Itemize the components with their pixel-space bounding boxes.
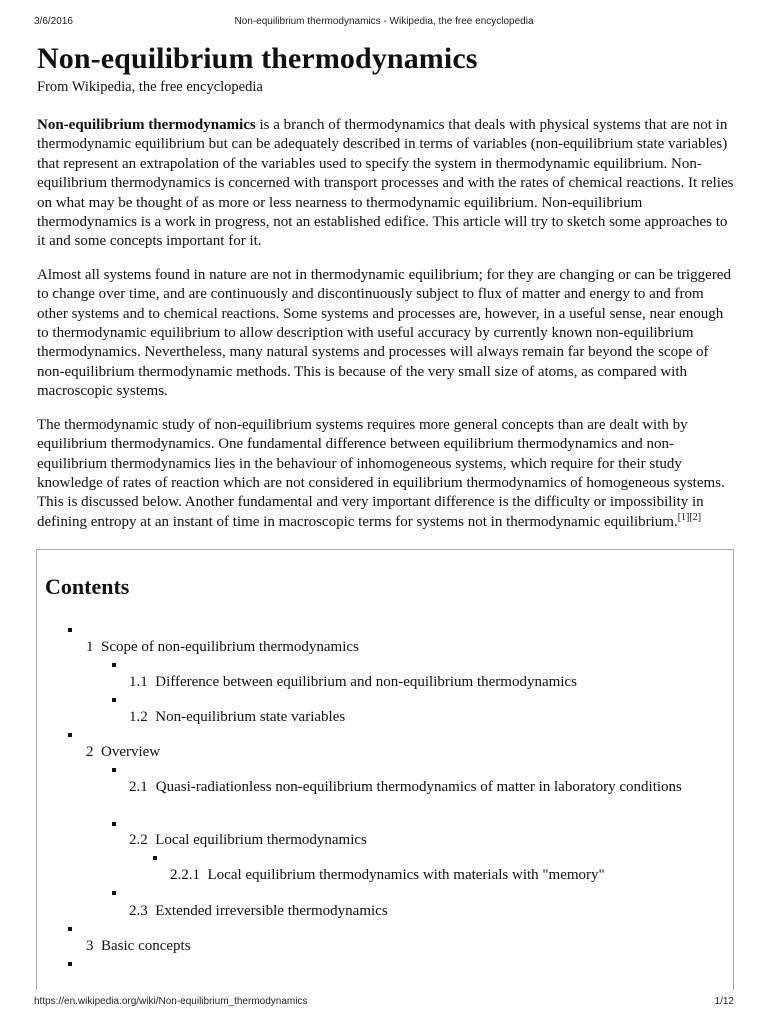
toc-item-2-2[interactable]: 2.2 Local equilibrium thermodynamics — [129, 832, 367, 848]
toc-item-1-1[interactable]: 1.1 Difference between equilibrium and non-equilibrium thermodynamics — [129, 674, 577, 690]
intro-paragraph-1 — [37, 116, 737, 252]
bullet-icon — [112, 768, 116, 772]
bullet-icon — [112, 891, 116, 895]
toc-item-1[interactable]: 1 Scope of non-equilibrium thermodynamics — [86, 639, 359, 655]
reference-links[interactable]: [1][2] — [677, 511, 702, 523]
bullet-icon — [68, 733, 72, 737]
bullet-icon — [68, 628, 72, 632]
page-subtitle: From Wikipedia, the free encyclopedia — [37, 79, 263, 95]
page-number: 1/12 — [714, 996, 734, 1007]
bullet-icon — [68, 962, 72, 966]
table-of-contents — [36, 549, 734, 990]
bullet-icon — [112, 663, 116, 667]
bullet-icon — [68, 927, 72, 931]
print-url: https://en.wikipedia.org/wiki/Non-equilibrium_thermodynamics — [34, 996, 308, 1007]
print-date: 3/6/2016 — [34, 16, 73, 27]
intro-paragraph-3 — [37, 416, 737, 532]
toc-item-2-1[interactable]: 2.1 Quasi-radiationless non-equilibrium thermodynamics of matter in laboratory conditions — [129, 779, 682, 795]
toc-item-2-2-1[interactable]: 2.2.1 Local equilibrium thermodynamics with materials with "memory" — [170, 867, 605, 883]
page-title: Non-equilibrium thermodynamics — [37, 42, 478, 75]
toc-item-2[interactable]: 2 Overview — [86, 744, 161, 760]
toc-item-3[interactable]: 3 Basic concepts — [86, 938, 191, 954]
bold-term-link[interactable]: Non-equilibrium thermodynamics — [37, 117, 256, 133]
bullet-icon — [153, 856, 157, 860]
print-page-title: Non-equilibrium thermodynamics - Wikipedia, the free encyclopedia — [234, 16, 534, 27]
paragraph-text: is a branch of thermodynamics that deals with physical systems that are not in thermodynamic equilibrium but can be adequately described in terms of variables (non-equilibrium state variables) that represent an extrapolation of the variables used to specify the system in thermodynamic equilibrium. Non-equilibrium thermodynamics is concerned with transport processes and with the rates of chemical reactions. It relies on what may be thought of as more or less nearness to thermodynamic equilibrium. Non-equilibrium thermodynamics is a work in progress, not an established edifice. This article will try to sketch some approaches to it and some concepts important for it. — [37, 117, 734, 250]
bullet-icon — [112, 698, 116, 702]
article-content — [37, 40, 737, 546]
toc-item-1-2[interactable]: 1.2 Non-equilibrium state variables — [129, 709, 346, 725]
toc-heading: Contents — [45, 574, 130, 599]
toc-item-2-3[interactable]: 2.3 Extended irreversible thermodynamics — [129, 903, 388, 919]
bullet-icon — [112, 822, 116, 826]
intro-paragraph-2: Almost all systems found in nature are not in thermodynamic equilibrium; for they are changing or can be triggered to change over time, and are continuously and discontinuously subject to flux of matter and energy to and from other systems and to chemical reactions. Some systems and processes are, however, in a useful sense, near enough to thermodynamic equilibrium to allow description with useful accuracy by currently known non-equilibrium thermodynamics. Nevertheless, many natural systems and processes will always remain far beyond the scope of non-equilibrium thermodynamic methods. This is because of the very small size of atoms, as compared with macroscopic systems. — [37, 266, 731, 400]
paragraph-text: The thermodynamic study of non-equilibrium systems requires more general concepts than are dealt with by equilibrium thermodynamics. One fundamental difference between equilibrium thermodynamics and non-equilibrium thermodynamics lies in the behaviour of inhomogeneous systems, which require for their study knowledge of rates of reaction which are not considered in equilibrium thermodynamics of homogeneous systems. This is discussed below. Another fundamental and very important difference is the difficulty or impossibility in defining entropy at an instant of time in macroscopic terms for systems not in thermodynamic equilibrium. — [37, 416, 725, 530]
